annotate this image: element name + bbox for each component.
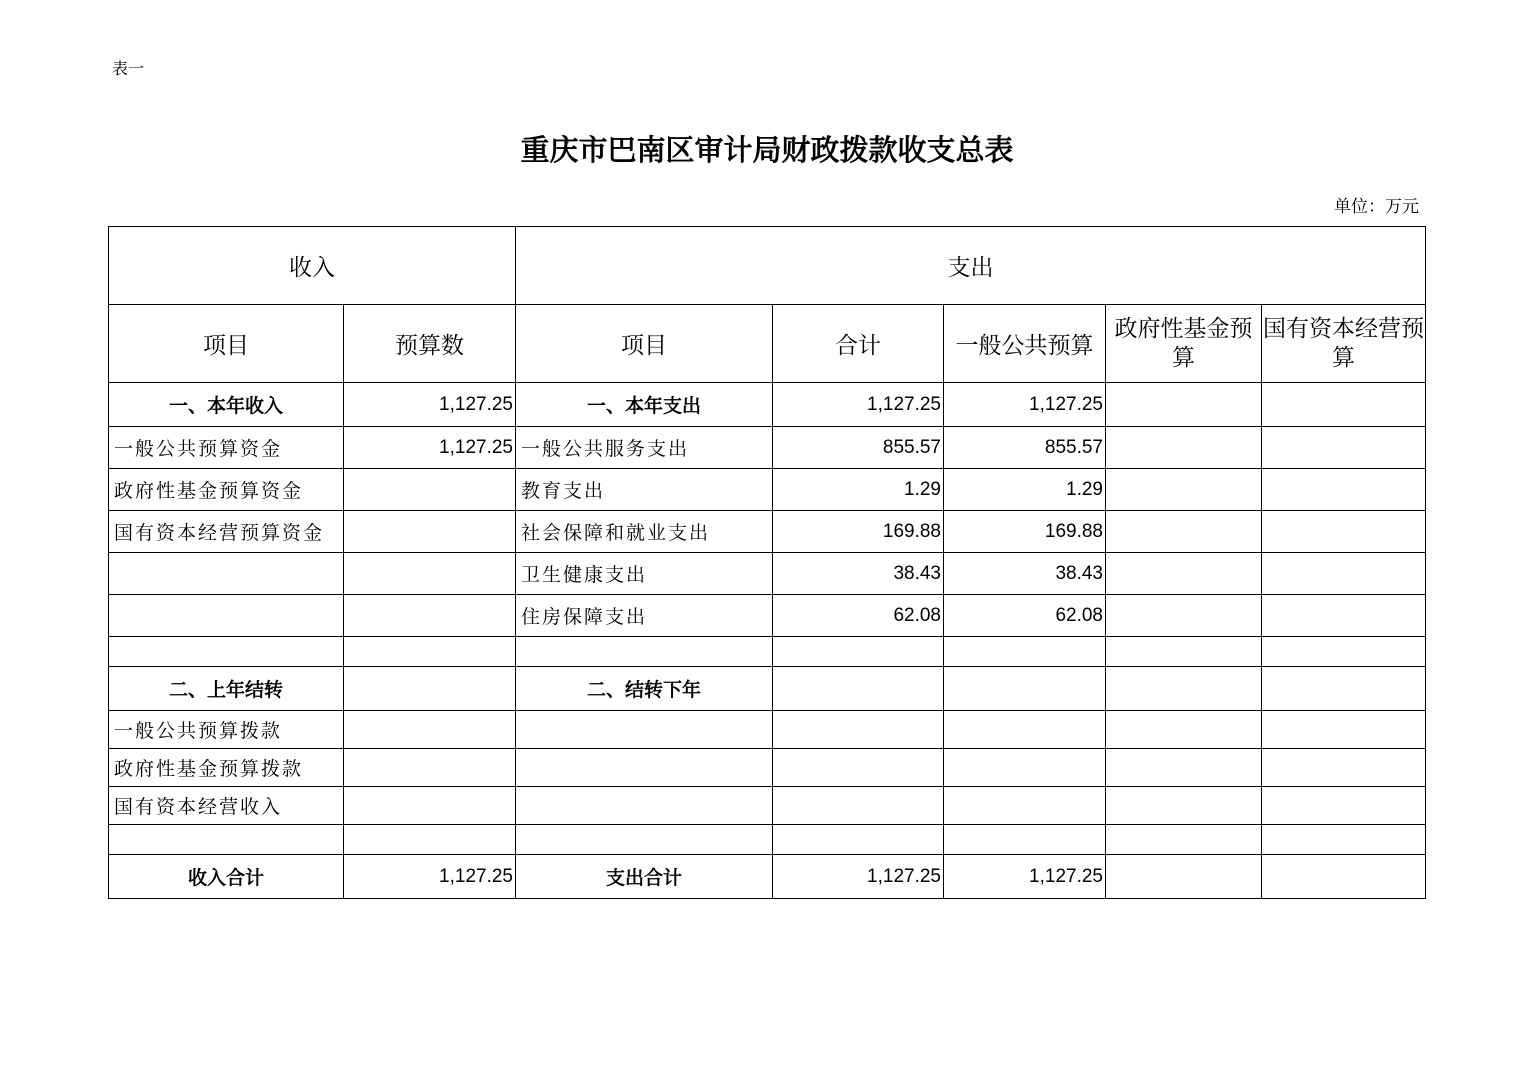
general-budget-cell: 38.43 bbox=[944, 553, 1106, 595]
income-value-cell: 1,127.25 bbox=[344, 383, 516, 427]
general-budget-cell bbox=[944, 825, 1106, 855]
state-capital-cell bbox=[1262, 787, 1426, 825]
header-state-capital-budget: 国有资本经营预算 bbox=[1262, 305, 1426, 383]
income-item-cell: 一、本年收入 bbox=[109, 383, 344, 427]
state-capital-cell bbox=[1262, 553, 1426, 595]
exp-item-cell bbox=[516, 711, 773, 749]
total-cell bbox=[773, 787, 944, 825]
income-item-cell: 政府性基金预算拨款 bbox=[109, 749, 344, 787]
total-cell: 1,127.25 bbox=[773, 855, 944, 899]
income-value-cell bbox=[344, 749, 516, 787]
income-item-cell: 一般公共预算拨款 bbox=[109, 711, 344, 749]
state-capital-cell bbox=[1262, 427, 1426, 469]
gov-fund-cell bbox=[1106, 427, 1262, 469]
table-row bbox=[109, 427, 1426, 469]
total-cell bbox=[773, 825, 944, 855]
exp-item-cell bbox=[516, 825, 773, 855]
state-capital-cell bbox=[1262, 383, 1426, 427]
state-capital-cell bbox=[1262, 855, 1426, 899]
header-gov-fund-budget: 政府性基金预算 bbox=[1106, 305, 1262, 383]
table-body bbox=[109, 383, 1426, 899]
table-row bbox=[109, 637, 1426, 667]
income-value-cell bbox=[344, 511, 516, 553]
income-value-cell bbox=[344, 553, 516, 595]
table-row bbox=[109, 595, 1426, 637]
income-value-cell bbox=[344, 469, 516, 511]
general-budget-cell bbox=[944, 749, 1106, 787]
exp-item-cell bbox=[516, 637, 773, 667]
state-capital-cell bbox=[1262, 711, 1426, 749]
gov-fund-cell bbox=[1106, 469, 1262, 511]
exp-item-cell: 二、结转下年 bbox=[516, 667, 773, 711]
income-item-cell: 政府性基金预算资金 bbox=[109, 469, 344, 511]
header-row-2 bbox=[109, 305, 1426, 383]
header-exp-item: 项目 bbox=[516, 305, 773, 383]
income-value-cell bbox=[344, 825, 516, 855]
income-item-cell: 二、上年结转 bbox=[109, 667, 344, 711]
income-value-cell bbox=[344, 595, 516, 637]
general-budget-cell: 169.88 bbox=[944, 511, 1106, 553]
total-cell: 1,127.25 bbox=[773, 383, 944, 427]
table-row bbox=[109, 749, 1426, 787]
state-capital-cell bbox=[1262, 595, 1426, 637]
table-row bbox=[109, 667, 1426, 711]
gov-fund-cell bbox=[1106, 787, 1262, 825]
header-income-budget: 预算数 bbox=[344, 305, 516, 383]
table-row bbox=[109, 469, 1426, 511]
income-item-cell: 国有资本经营预算资金 bbox=[109, 511, 344, 553]
total-cell: 62.08 bbox=[773, 595, 944, 637]
header-income: 收入 bbox=[109, 227, 516, 305]
state-capital-cell bbox=[1262, 511, 1426, 553]
exp-item-cell: 社会保障和就业支出 bbox=[516, 511, 773, 553]
general-budget-cell: 1.29 bbox=[944, 469, 1106, 511]
table-row bbox=[109, 383, 1426, 427]
gov-fund-cell bbox=[1106, 855, 1262, 899]
general-budget-cell bbox=[944, 787, 1106, 825]
header-total: 合计 bbox=[773, 305, 944, 383]
income-item-cell bbox=[109, 553, 344, 595]
exp-item-cell: 卫生健康支出 bbox=[516, 553, 773, 595]
exp-item-cell: 一、本年支出 bbox=[516, 383, 773, 427]
income-value-cell bbox=[344, 637, 516, 667]
header-row-1 bbox=[109, 227, 1426, 305]
state-capital-cell bbox=[1262, 825, 1426, 855]
total-cell bbox=[773, 667, 944, 711]
table-row bbox=[109, 855, 1426, 899]
general-budget-cell: 1,127.25 bbox=[944, 855, 1106, 899]
unit-label: 单位：万元 bbox=[1334, 197, 1419, 217]
state-capital-cell bbox=[1262, 469, 1426, 511]
general-budget-cell bbox=[944, 711, 1106, 749]
income-value-cell bbox=[344, 711, 516, 749]
income-value-cell bbox=[344, 787, 516, 825]
income-item-cell: 国有资本经营收入 bbox=[109, 787, 344, 825]
exp-item-cell: 教育支出 bbox=[516, 469, 773, 511]
total-cell: 1.29 bbox=[773, 469, 944, 511]
general-budget-cell: 1,127.25 bbox=[944, 383, 1106, 427]
exp-item-cell bbox=[516, 749, 773, 787]
budget-table bbox=[108, 226, 1426, 899]
exp-item-cell: 一般公共服务支出 bbox=[516, 427, 773, 469]
income-value-cell: 1,127.25 bbox=[344, 855, 516, 899]
income-item-cell bbox=[109, 825, 344, 855]
gov-fund-cell bbox=[1106, 383, 1262, 427]
table-row bbox=[109, 825, 1426, 855]
state-capital-cell bbox=[1262, 749, 1426, 787]
exp-item-cell: 住房保障支出 bbox=[516, 595, 773, 637]
exp-item-cell bbox=[516, 787, 773, 825]
income-item-cell bbox=[109, 637, 344, 667]
gov-fund-cell bbox=[1106, 667, 1262, 711]
exp-item-cell: 支出合计 bbox=[516, 855, 773, 899]
table-row bbox=[109, 711, 1426, 749]
gov-fund-cell bbox=[1106, 825, 1262, 855]
general-budget-cell: 855.57 bbox=[944, 427, 1106, 469]
total-cell bbox=[773, 749, 944, 787]
total-cell bbox=[773, 637, 944, 667]
gov-fund-cell bbox=[1106, 711, 1262, 749]
total-cell: 855.57 bbox=[773, 427, 944, 469]
header-expenditure: 支出 bbox=[516, 227, 1426, 305]
total-cell: 38.43 bbox=[773, 553, 944, 595]
income-value-cell: 1,127.25 bbox=[344, 427, 516, 469]
total-cell bbox=[773, 711, 944, 749]
gov-fund-cell bbox=[1106, 553, 1262, 595]
gov-fund-cell bbox=[1106, 595, 1262, 637]
state-capital-cell bbox=[1262, 667, 1426, 711]
table-row bbox=[109, 787, 1426, 825]
header-income-item: 项目 bbox=[109, 305, 344, 383]
total-cell: 169.88 bbox=[773, 511, 944, 553]
general-budget-cell bbox=[944, 667, 1106, 711]
state-capital-cell bbox=[1262, 637, 1426, 667]
income-value-cell bbox=[344, 667, 516, 711]
income-item-cell: 一般公共预算资金 bbox=[109, 427, 344, 469]
general-budget-cell: 62.08 bbox=[944, 595, 1106, 637]
gov-fund-cell bbox=[1106, 637, 1262, 667]
table-label: 表一 bbox=[112, 59, 145, 78]
table-row bbox=[109, 553, 1426, 595]
table-row bbox=[109, 511, 1426, 553]
income-item-cell bbox=[109, 595, 344, 637]
general-budget-cell bbox=[944, 637, 1106, 667]
income-item-cell: 收入合计 bbox=[109, 855, 344, 899]
header-general-budget: 一般公共预算 bbox=[944, 305, 1106, 383]
gov-fund-cell bbox=[1106, 749, 1262, 787]
page-title: 重庆市巴南区审计局财政拨款收支总表 bbox=[520, 133, 1014, 167]
gov-fund-cell bbox=[1106, 511, 1262, 553]
